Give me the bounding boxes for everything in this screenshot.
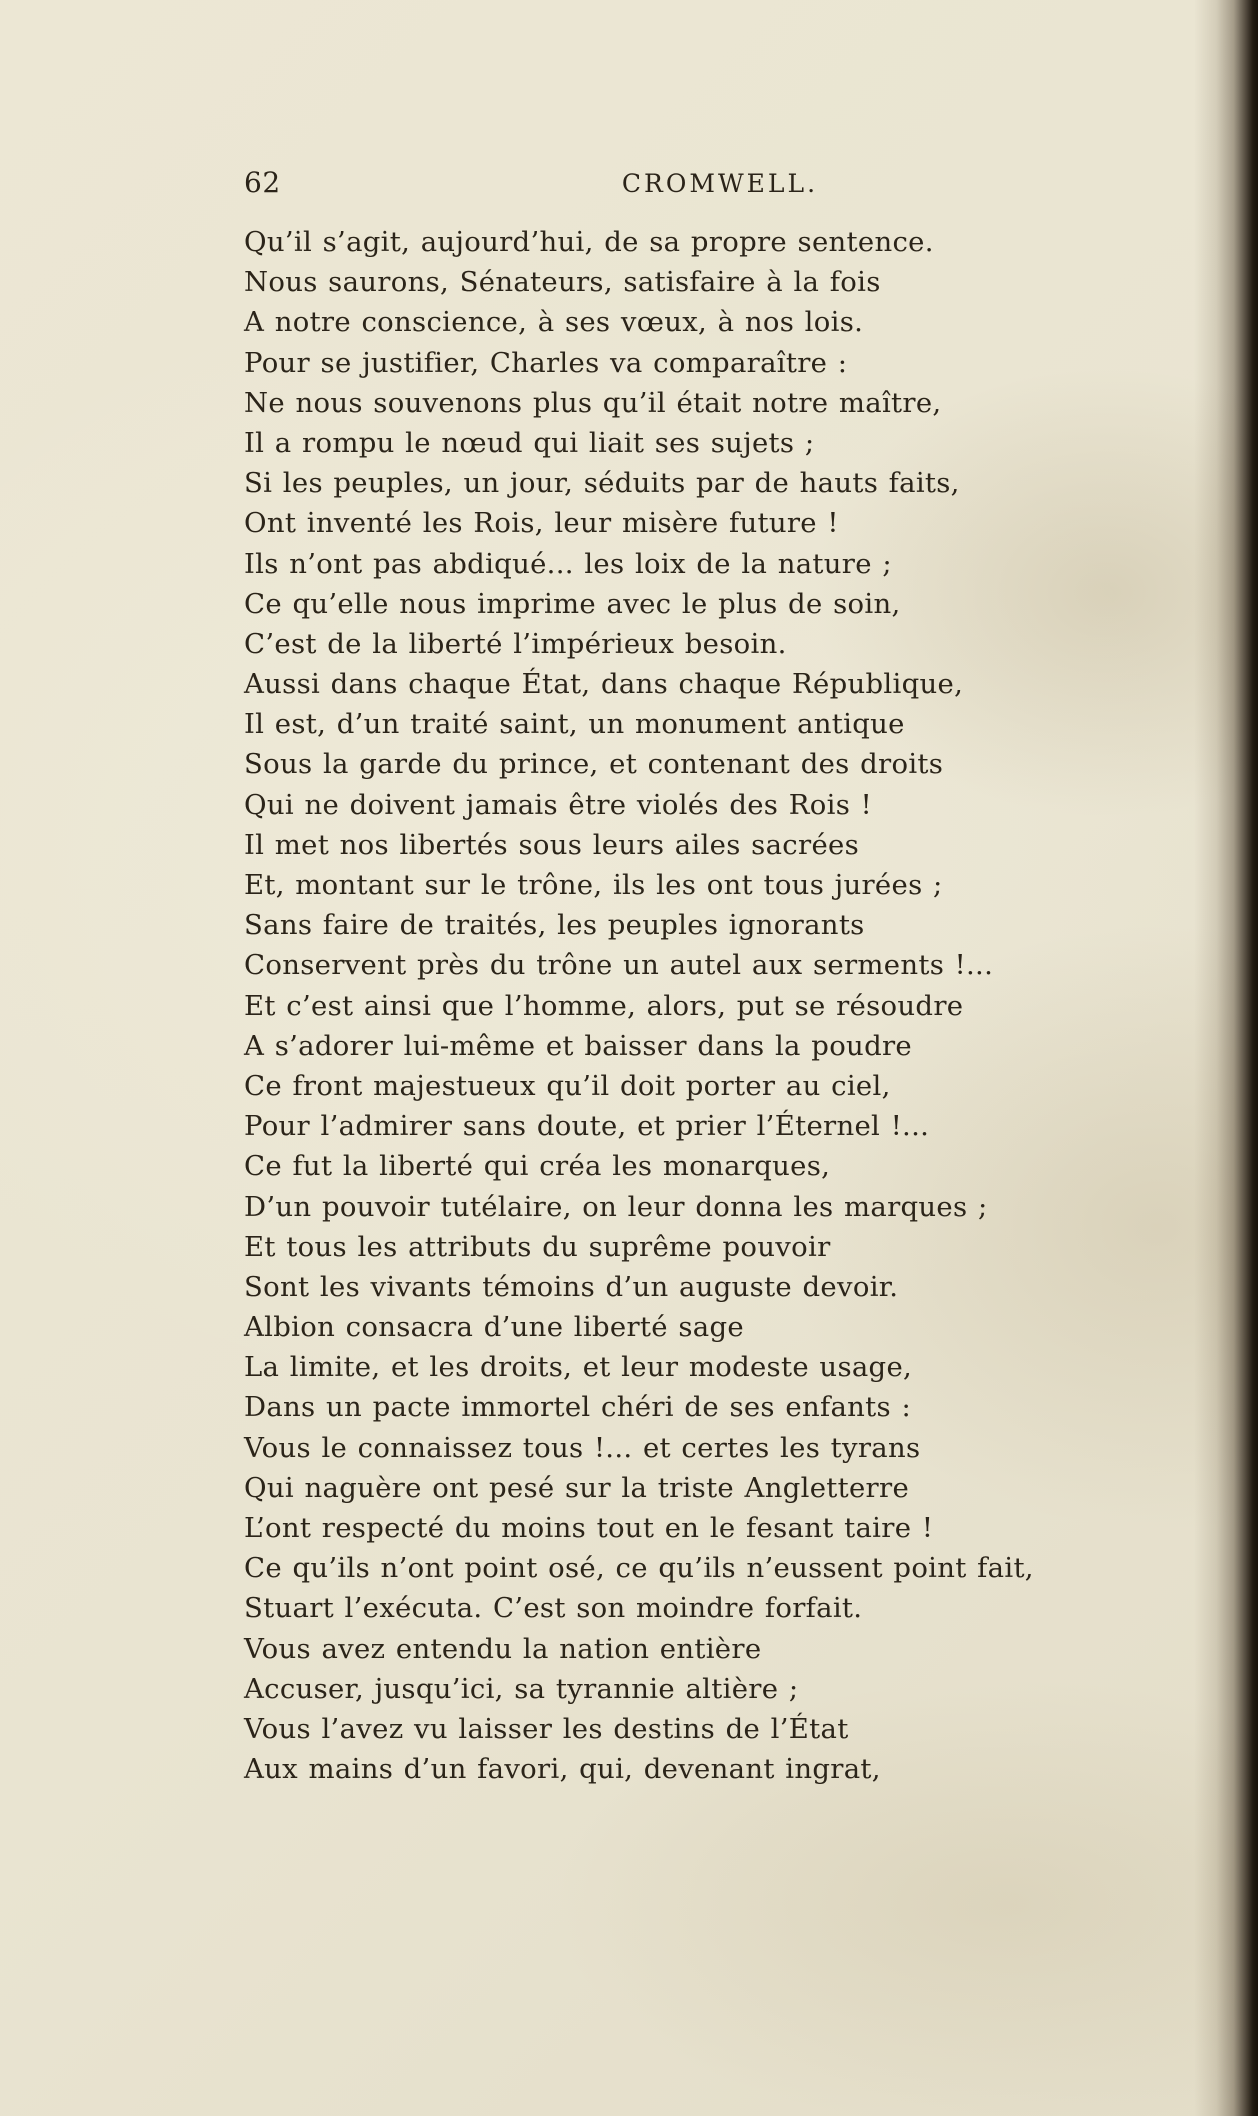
verse-line: Accuser, jusqu’ici, sa tyrannie altière ; [244, 1672, 799, 1705]
verse-line: Ne nous souvenons plus qu’il était notre maître, [244, 386, 942, 419]
verse-line: Stuart l’exécuta. C’est son moindre forfait. [244, 1592, 863, 1625]
verse-line: Sous la garde du prince, et contenant des droits [244, 748, 944, 781]
verse-line: Et tous les attributs du suprême pouvoir [244, 1230, 831, 1263]
verse-line: Dans un pacte immortel chéri de ses enfants : [244, 1391, 912, 1424]
verse-line: Qui naguère ont pesé sur la triste Angletterre [244, 1471, 910, 1504]
running-title: CROMWELL. [621, 169, 819, 198]
verse-line: Conservent près du trône un autel aux serments !... [244, 949, 994, 982]
verse-line: Vous avez entendu la nation entière [244, 1632, 762, 1665]
verse-line: D’un pouvoir tutélaire, on leur donna les marques ; [244, 1190, 988, 1223]
verse-line: Aux mains d’un favori, qui, devenant ingrat, [244, 1753, 881, 1786]
verse-line: Qui ne doivent jamais être violés des Rois ! [244, 788, 873, 821]
verse-line: Sont les vivants témoins d’un auguste devoir. [244, 1270, 899, 1303]
verse-line: Ce qu’ils n’ont point osé, ce qu’ils n’eussent point fait, [244, 1552, 1034, 1585]
verse-line: Vous le connaissez tous !... et certes les tyrans [244, 1431, 921, 1464]
verse-line: Ce qu’elle nous imprime avec le plus de soin, [244, 587, 901, 620]
verse-line: Et c’est ainsi que l’homme, alors, put se résoudre [244, 989, 964, 1022]
verse-line: Ont inventé les Rois, leur misère future ! [244, 507, 839, 540]
verse-line: L’ont respecté du moins tout en le fesant taire ! [244, 1512, 934, 1544]
verse-line: C’est de la liberté l’impérieux besoin. [244, 627, 787, 660]
verse-line: Il met nos libertés sous leurs ailes sacrées [244, 828, 860, 861]
verse-line: Ce front majestueux qu’il doit porter au ciel, [244, 1069, 891, 1102]
verse-line: Si les peuples, un jour, séduits par de hauts faits, [244, 467, 960, 500]
verse-line: Nous saurons, Sénateurs, satisfaire à la fois [244, 266, 881, 299]
verse-line: La limite, et les droits, et leur modeste usage, [244, 1351, 913, 1384]
poem-text [244, 222, 1034, 1789]
verse-line: A notre conscience, à ses vœux, à nos lois. [244, 306, 864, 339]
page-edge-shadow [1194, 0, 1258, 2116]
verse-line: Pour l’admirer sans doute, et prier l’Éternel !... [244, 1110, 930, 1143]
verse-line: Pour se justifier, Charles va comparaître : [244, 346, 848, 379]
page-number: 62 [244, 166, 281, 199]
verse-line: A s’adorer lui-même et baisser dans la poudre [244, 1029, 912, 1062]
verse-line: Et, montant sur le trône, ils les ont tous jurées ; [244, 869, 943, 901]
verse-line: Il a rompu le nœud qui liait ses sujets ; [244, 426, 815, 459]
verse-line: Aussi dans chaque État, dans chaque République, [244, 668, 964, 701]
verse-line: Qu’il s’agit, aujourd’hui, de sa propre sentence. [244, 226, 934, 258]
verse-line: Sans faire de traités, les peuples ignorants [244, 909, 865, 942]
page-header [244, 166, 1196, 206]
verse-line: Vous l’avez vu laisser les destins de l’État [244, 1712, 849, 1745]
verse-line: Ils n’ont pas abdiqué... les loix de la nature ; [244, 547, 892, 580]
verse-line: Albion consacra d’une liberté sage [244, 1311, 744, 1344]
verse-line: Il est, d’un traité saint, un monument antique [244, 708, 905, 741]
verse-line: Ce fut la liberté qui créa les monarques, [244, 1150, 831, 1183]
